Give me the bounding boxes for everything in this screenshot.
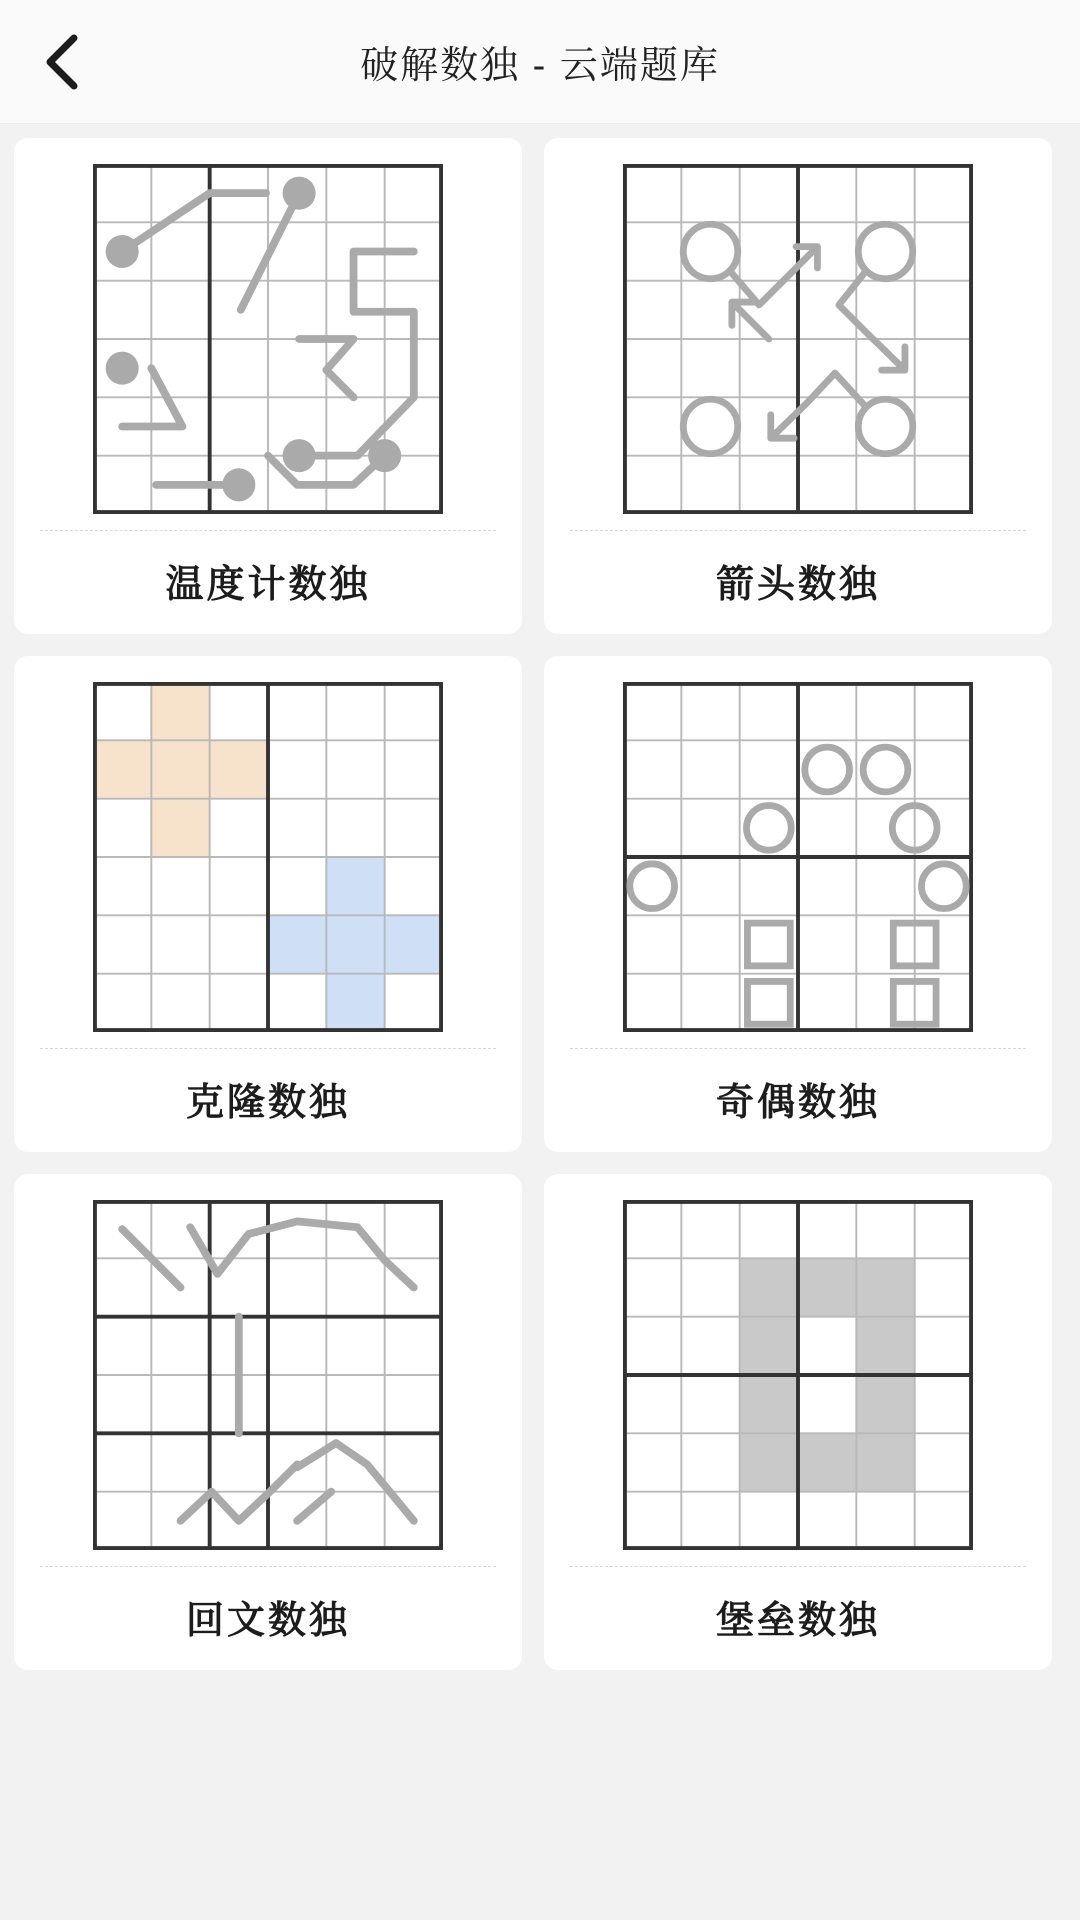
puzzle-card-title: 堡垒数独 [715, 1600, 880, 1642]
thumbnail-container [570, 1200, 1026, 1550]
page-title: 破解数独 - 云端题库 [360, 45, 720, 87]
card-divider [40, 530, 496, 531]
puzzle-card-title: 克隆数独 [185, 1082, 350, 1124]
app-header [0, 0, 1080, 124]
chevron-left-icon [38, 32, 84, 92]
puzzle-card-thermo[interactable] [14, 138, 522, 634]
puzzle-card-grid [0, 124, 1080, 1670]
card-divider [570, 1566, 1026, 1567]
puzzle-card-title: 奇偶数独 [715, 1082, 880, 1124]
card-divider [570, 530, 1026, 531]
thermometer-sudoku-thumbnail [93, 164, 443, 514]
palindrome-sudoku-thumbnail [93, 1200, 443, 1550]
arrow-sudoku-thumbnail [623, 164, 973, 514]
clone-sudoku-thumbnail [93, 682, 443, 1032]
odd-even-sudoku-thumbnail [623, 682, 973, 1032]
thumbnail-container [570, 682, 1026, 1032]
puzzle-card-title: 温度计数独 [165, 564, 371, 606]
puzzle-card-oddeven[interactable] [544, 656, 1052, 1152]
thumbnail-container [40, 164, 496, 514]
puzzle-card-palindrome[interactable] [14, 1174, 522, 1670]
card-divider [40, 1048, 496, 1049]
puzzle-card-title: 箭头数独 [715, 564, 880, 606]
thumbnail-container [570, 164, 1026, 514]
puzzle-card-clone[interactable] [14, 656, 522, 1152]
puzzle-card-fortress[interactable] [544, 1174, 1052, 1670]
puzzle-card-title: 回文数独 [185, 1600, 350, 1642]
thumbnail-container [40, 1200, 496, 1550]
fortress-sudoku-thumbnail [623, 1200, 973, 1550]
back-button[interactable] [18, 19, 104, 105]
thumbnail-container [40, 682, 496, 1032]
card-divider [570, 1048, 1026, 1049]
card-divider [40, 1566, 496, 1567]
puzzle-card-arrow[interactable] [544, 138, 1052, 634]
